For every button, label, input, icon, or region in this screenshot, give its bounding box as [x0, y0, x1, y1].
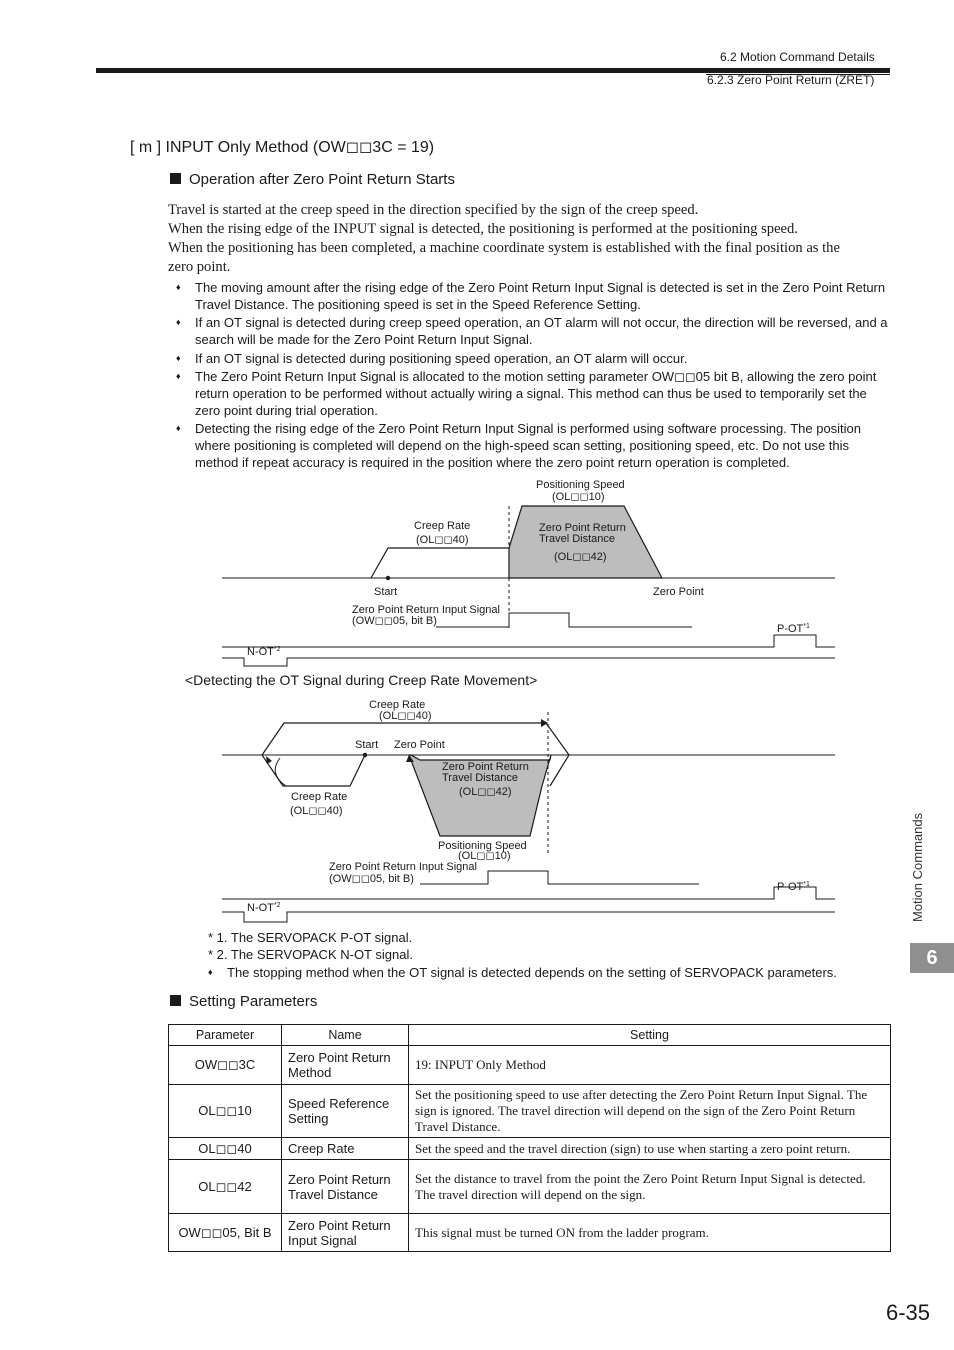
positioning-speed-reg: (OL◻◻10) [458, 850, 511, 862]
stop-note: ♦ The stopping method when the OT signal is detected depends on the setting of SERVOPACK parameters. [208, 965, 837, 980]
not-waveform [222, 912, 835, 922]
travel-reg: (OL◻◻42) [554, 551, 607, 563]
travel-reg: (OL◻◻42) [459, 786, 512, 798]
bullet-item: ♦ Detecting the rising edge of the Zero Point Return Input Signal is performed using software processing. The position where positioning is completed will depend on the high-speed scan setting, positioning speed, etc. Do not use this method if repeat accuracy is required in the position where the zero point return operation is completed. [176, 421, 862, 470]
diamond-bullet-icon: ♦ [176, 423, 181, 433]
start-label: Start [374, 586, 398, 598]
header-subsection: 6.2.3 Zero Point Return (ZRET) [707, 73, 875, 87]
name-cell: Zero Point Return Method [282, 1046, 409, 1085]
header-parameter: Parameter [169, 1025, 282, 1046]
param-cell: OL◻◻40 [169, 1138, 282, 1160]
arrow-head-icon [266, 756, 272, 764]
table-row [169, 1046, 891, 1085]
param-cell: OW◻◻05, Bit B [169, 1214, 282, 1252]
input-signal-reg: (OW◻◻05, bit B) [352, 615, 437, 627]
not-label: N-OT$^{*2}$ [247, 646, 281, 658]
setting-cell: Set the positioning speed to use after detecting the Zero Point Return Input Signal. The sign is ignored. The travel direction will depend on the sign of the Zero Point Return Travel Distance. [409, 1085, 891, 1138]
not-waveform [222, 658, 835, 666]
paragraph-line: Travel is started at the creep speed in the direction specified by the sign of the creep speed. [168, 202, 699, 218]
start-dot [386, 576, 390, 580]
header-setting: Setting [409, 1025, 891, 1046]
not-label: N-OT$^{*2}$ [247, 902, 281, 914]
input-signal-label: Zero Point Return Input Signal [352, 604, 500, 616]
diagram-ot-reversal [0, 694, 954, 930]
name-cell: Creep Rate [282, 1138, 409, 1160]
diagram2-caption: <Detecting the OT Signal during Creep Rate Movement> [185, 672, 538, 688]
table-header-row [169, 1025, 891, 1046]
footnotes [208, 929, 413, 963]
param-cell: OL◻◻10 [169, 1085, 282, 1138]
travel-label-2: Travel Distance [539, 533, 616, 545]
positioning-speed-label: Positioning Speed [438, 840, 527, 852]
paragraph-line: When the rising edge of the INPUT signal is detected, the positioning is performed at the positioning speed. [168, 221, 798, 237]
zero-point-label: Zero Point [394, 739, 445, 751]
setting-cell: This signal must be turned ON from the ladder program. [409, 1214, 891, 1252]
creep-rate-reg: (OL◻◻40) [379, 710, 432, 722]
zero-point-label: Zero Point [653, 586, 704, 598]
table-row [169, 1138, 891, 1160]
creep-rate-reg: (OL◻◻40) [416, 534, 469, 546]
creep-speed-profile [371, 548, 509, 578]
setting-heading: Setting Parameters [170, 993, 317, 1010]
pot-label: P-OT$^{*1}$ [777, 623, 810, 635]
diamond-bullet-icon: ♦ [176, 353, 181, 363]
table-row [169, 1160, 891, 1214]
setting-cell: 19: INPUT Only Method [409, 1046, 891, 1085]
paragraph-line: When the positioning has been completed, a machine coordinate system is established with the final position as the [168, 240, 840, 256]
reverse-arrow [275, 758, 286, 786]
diamond-bullet-icon: ♦ [176, 371, 181, 381]
param-cell: OW◻◻3C [169, 1046, 282, 1085]
chapter-tab: 6 [910, 943, 954, 973]
bullet-item: ♦ If an OT signal is detected during creep speed operation, an OT alarm will not occur, the direction will be reversed, and a search will be made for the Zero Point Return Input Signal. [176, 315, 888, 347]
creep-rate-label: Creep Rate [414, 520, 471, 532]
travel-label-1: Zero Point Return [442, 761, 529, 773]
name-cell: Zero Point Return Input Signal [282, 1214, 409, 1252]
header-name: Name [282, 1025, 409, 1046]
arrow-head-icon [541, 719, 548, 727]
bullet-item: ♦ The Zero Point Return Input Signal is allocated to the motion setting parameter OW◻◻05 bit B, allowing the zero point return operation to be performed without actually wiring a signal. This method can thus be used to temporarily set the zero point during trial operation. [176, 369, 877, 418]
footnote: * 1. The SERVOPACK P-OT signal. [208, 930, 413, 945]
start-label: Start [355, 739, 379, 751]
page-title: [ m ] INPUT Only Method (OW◻◻3C = 19) [130, 139, 435, 156]
input-signal-label: Zero Point Return Input Signal [329, 861, 477, 873]
table-row [169, 1214, 891, 1252]
positioning-speed-label: Positioning Speed [536, 479, 625, 491]
positioning-speed-reg: (OL◻◻10) [552, 491, 605, 503]
diamond-bullet-icon: ♦ [176, 317, 181, 327]
operation-heading: Operation after Zero Point Return Starts [170, 171, 455, 188]
pot-waveform [222, 887, 835, 899]
bullet-item: ♦ If an OT signal is detected during positioning speed operation, an OT alarm will occur. [176, 351, 688, 366]
square-bullet-icon [170, 173, 181, 184]
travel-label-2: Travel Distance [442, 772, 519, 784]
description [168, 201, 892, 277]
input-signal-reg: (OW◻◻05, bit B) [329, 873, 414, 885]
name-cell: Speed Reference Setting [282, 1085, 409, 1138]
diagram-normal-return [0, 470, 954, 670]
page-number: 6-35 [885, 1300, 930, 1325]
paragraph-line: zero point. [168, 259, 231, 275]
diamond-bullet-icon: ♦ [208, 967, 213, 977]
pot-label: P-OT$^{*1}$ [777, 881, 810, 893]
footnote: * 2. The SERVOPACK N-OT signal. [208, 947, 413, 962]
table-row [169, 1085, 891, 1138]
travel-label-1: Zero Point Return [539, 522, 626, 534]
bullet-item: ♦ The moving amount after the rising edge of the Zero Point Return Input Signal is detected is set in the Zero Point Return Travel Distance. The positioning speed is set in the Speed Reference Setting. [176, 280, 886, 312]
creep-rate-b-label: Creep Rate [291, 791, 348, 803]
diamond-bullet-icon: ♦ [176, 282, 181, 292]
name-cell: Zero Point Return Travel Distance [282, 1160, 409, 1214]
pot-waveform [222, 635, 835, 647]
header-section: 6.2 Motion Command Details [720, 50, 875, 64]
square-bullet-icon [170, 995, 181, 1006]
creep-rate-b-reg: (OL◻◻40) [290, 805, 343, 817]
chapter-side-label: Motion Commands [910, 812, 925, 922]
setting-cell: Set the speed and the travel direction (sign) to use when starting a zero point return. [409, 1138, 891, 1160]
start-dot [363, 753, 367, 757]
creep-rate-label: Creep Rate [369, 699, 426, 711]
parameter-table [168, 1024, 891, 1252]
setting-cell: Set the distance to travel from the point the Zero Point Return Input Signal is detected. The travel direction will depend on the sign. [409, 1160, 891, 1214]
param-cell: OL◻◻42 [169, 1160, 282, 1214]
